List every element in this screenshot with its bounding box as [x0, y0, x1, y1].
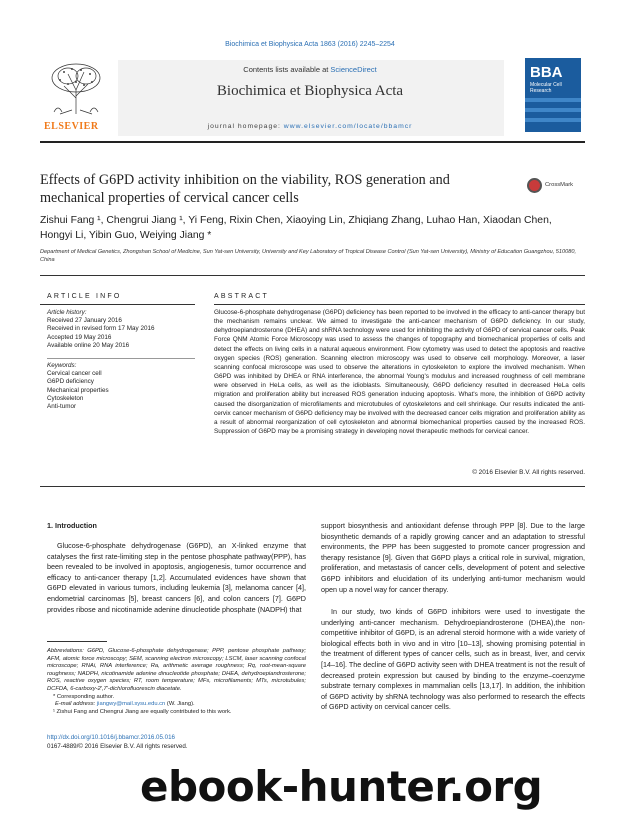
- article-history: [47, 309, 197, 350]
- cover-stripe: [525, 118, 581, 122]
- journal-title: Biochimica et Biophysica Acta: [216, 83, 404, 99]
- divider: [47, 358, 195, 359]
- divider: [40, 486, 585, 487]
- email-footnote: [47, 701, 306, 709]
- section-heading: 1. Introduction: [47, 521, 97, 530]
- history-item: Available online 20 May 2016: [47, 341, 130, 349]
- header-rule: [40, 141, 585, 143]
- keywords-label: Keywords:: [47, 362, 77, 369]
- cover-stripe: [525, 108, 581, 112]
- intro-paragraph: In our study, two kinds of G6PD inhibitors were used to investigate the underlying anti-cancer mechanism. Dehydroepiandrosterone (DHEA),the non-competitive inhibitor of G6PD, is an adrenal steroid hormone with a wide variety of biological effects both in vivo and in vitro [10–13], showing promising potential in the treatment of different types of cancer cells, such as in breast, liver, and cervix [14–16]. The decline of G6PD activity seen with DHEA treatment is not the result of decreased protein expression but caused by binding to the enzyme–coenzyme substrate ternary complexes in mammalian cells [13,17]. In addition, the inhibition of G6PD activity by shRNA technology was also performed to research the effects of G6PD activity on cervical cancer cells.: [321, 607, 585, 712]
- watermark: ebook-hunter.org: [140, 762, 543, 811]
- equal-contribution-footnote: ¹ Zishui Fang and Chengrui Jiang are equally contributed to this work.: [53, 708, 232, 715]
- doi-block: [47, 734, 307, 751]
- footnote-rule: [47, 641, 107, 642]
- divider: [40, 304, 195, 305]
- cover-title: BBA: [530, 64, 563, 81]
- authors-line-2: Hongyi Li, Yibin Guo, Weiying Jiang *: [40, 230, 212, 241]
- cover-subtitle: Molecular Cell Research: [530, 82, 562, 94]
- crossmark-badge[interactable]: [527, 176, 587, 196]
- email-label: E-mail address:: [55, 701, 97, 708]
- keywords: [47, 362, 197, 411]
- homepage-link[interactable]: www.elsevier.com/locate/bbamcr: [283, 123, 413, 130]
- journal-reference[interactable]: Biochimica et Biophysica Acta 1863 (2016) 2245–2254: [225, 41, 395, 48]
- history-item: Accepted 19 May 2016: [47, 333, 112, 341]
- keyword: Anti-tumor: [47, 403, 77, 411]
- history-item: Received in revised form 17 May 2016: [47, 325, 155, 333]
- divider: [40, 275, 585, 276]
- author-list: [40, 213, 585, 243]
- crossmark-icon: [527, 178, 542, 193]
- affiliation: Department of Medical Genetics, Zhongshan School of Medicine, Sun Yat-sen University, University and Key Laboratory of Tropical Disease Control (Sun Yat-sen University), Ministry of Education Guangzhou, 510080, China: [40, 249, 577, 263]
- abstract-copyright: © 2016 Elsevier B.V. All rights reserved.: [472, 469, 585, 476]
- footnotes: [47, 648, 306, 716]
- article-title: Effects of G6PD activity inhibition on the viability, ROS generation and mechanical properties of cervical cancer cells: [40, 172, 450, 206]
- keyword: Cytoskeleton: [47, 394, 84, 402]
- contents-prefix: Contents lists available at: [243, 65, 331, 74]
- article-info-heading: ARTICLE INFO: [47, 293, 122, 300]
- journal-cover: [525, 58, 581, 132]
- divider: [214, 304, 585, 305]
- issn-line: 0167-4889/© 2016 Elsevier B.V. All rights reserved.: [47, 742, 188, 750]
- authors-line-1: Zishui Fang ¹, Chengrui Jiang ¹, Yi Feng, Rixin Chen, Xiaoying Lin, Zhiqiang Zhang, Luhao Han, Xiaodan Chen,: [40, 215, 552, 226]
- corresponding-footnote: * Corresponding author.: [53, 693, 115, 700]
- abstract-heading: ABSTRACT: [214, 293, 269, 300]
- sciencedirect-link[interactable]: ScienceDirect: [330, 65, 377, 74]
- doi-link[interactable]: http://dx.doi.org/10.1016/j.bbamcr.2016.05.016: [47, 734, 175, 741]
- keyword: Mechanical properties: [47, 386, 109, 394]
- history-item: Received 27 January 2016: [47, 317, 122, 325]
- email-suffix: (W. Jiang).: [165, 701, 195, 708]
- elsevier-wordmark: ELSEVIER: [44, 121, 99, 132]
- homepage-prefix: journal homepage:: [207, 123, 284, 130]
- cover-stripe: [525, 98, 581, 102]
- abbreviations-footnote: Abbreviations: G6PD, Glucose-6-phosphate dehydrogenase; PPP, pentose phosphate pathway; AFM, atomic force microscopy; SEM, scanning electron microscopy; LSCM, laser scanning confocal microscope; RNAi, RNA interference; Ra, arithmetic average roughness; Rq, root-mean-square roughness; NADPH, nicotinamide adenine dinucleotide phosphate; DHEA, dehydroepiandrosterone; ROS, reactive oxygen species; RT, room temperature; MFs, microfilaments; MTs, microtubules; DCFDA, 6-carboxy-2',7'-dichlorofluorescin diacetate.: [47, 648, 306, 692]
- abstract-text: Glucose-6-phosphate dehydrogenase (G6PD) deficiency has been reported to be involved in the efficacy to anti-cancer therapy but the mechanism remains unclear. We aimed to investigate the anti-cancer mechanism of G6PD deficiency. In our study, dehydroepiandrosterone (DHEA) and shRNA technology were used for inhibiting the activity of G6PD of cervical cancer cells. Peak Force QNM Atomic Force Microscopy was used to assess the changes of topography and biomechanical properties of cells and detect the effects on living cells in a natural aqueous environment. Flow cytometry was used to detect the apoptosis and reactive oxygen species (ROS) generation. Scanning electron microscopy was used to observe cell morphology. Moreover, a laser scanning confocal microscope was used to observe the alterations in cytoskeleton to explore the involved mechanism. When G6PD was inhibited by DHEA or RNA interference, the abnormal Young's modulus and increased roughness of cell membrane were observed in HeLa cells, as well as the idioblasts. Simultaneously, G6PD deficiency resulted in decreased HeLa cells migration and proliferation ability but increased ROS generation inducing apoptosis. What's more, the inhibition of G6PD activity caused the disorganization of microfilaments and microtubules of cytoskeletons and cell shrinkage. Our results indicated the anti-cervix cancer mechanism of G6PD deficiency may be involved with the decreased cancer cells migration and proliferation ability as a result of abnormal reorganization of cell cytoskeleton and abnormal biomechanical properties caused by the increased ROS. Suppression of G6PD may be a promising strategy in developing novel therapeutic methods for cervical cancer.: [214, 309, 585, 436]
- intro-paragraph: support biosynthesis and antioxidant defense through PPP [8]. Due to the large biosynthetic demands of a rapidly growing cancer and an adaptation to stressful environments, the PPP has been suggested to promote cancer progression and therapy resistance [9]. Given that G6PD plays a critical role in survival, migration, proliferation, and metastasis of cancer cells, development of potent and selective G6PD inhibitors and elucidation of its underlying anti-tumor mechanism would open up a novel way for cancer therapy.: [321, 521, 585, 594]
- keyword: Cervical cancer cell: [47, 370, 102, 378]
- intro-paragraph: Glucose-6-phosphate dehydrogenase (G6PD), an X-linked enzyme that catalyses the first rate-limiting step in the pentose phosphate pathway(PPP), has been revealed to be involved in apoptosis, angiogenesis, tumor occurrence and efficacy to anti-cancer therapy [1,2]. Accumulated evidences have shown that G6PD elevated in various tumors, including leukemia [3], melanoma cancer [4], endometrial carcinomas [5], breast cancers [6], and colon cancers [7]. G6PD provides ribose and nicotinamide adenine dinucleotide phosphate (NADPH) that: [47, 541, 306, 614]
- crossmark-label: CrossMark: [545, 182, 574, 188]
- keyword: G6PD deficiency: [47, 378, 94, 386]
- history-label: Article history:: [47, 309, 87, 316]
- email-link[interactable]: jiangwy@mail.sysu.edu.cn: [96, 701, 166, 708]
